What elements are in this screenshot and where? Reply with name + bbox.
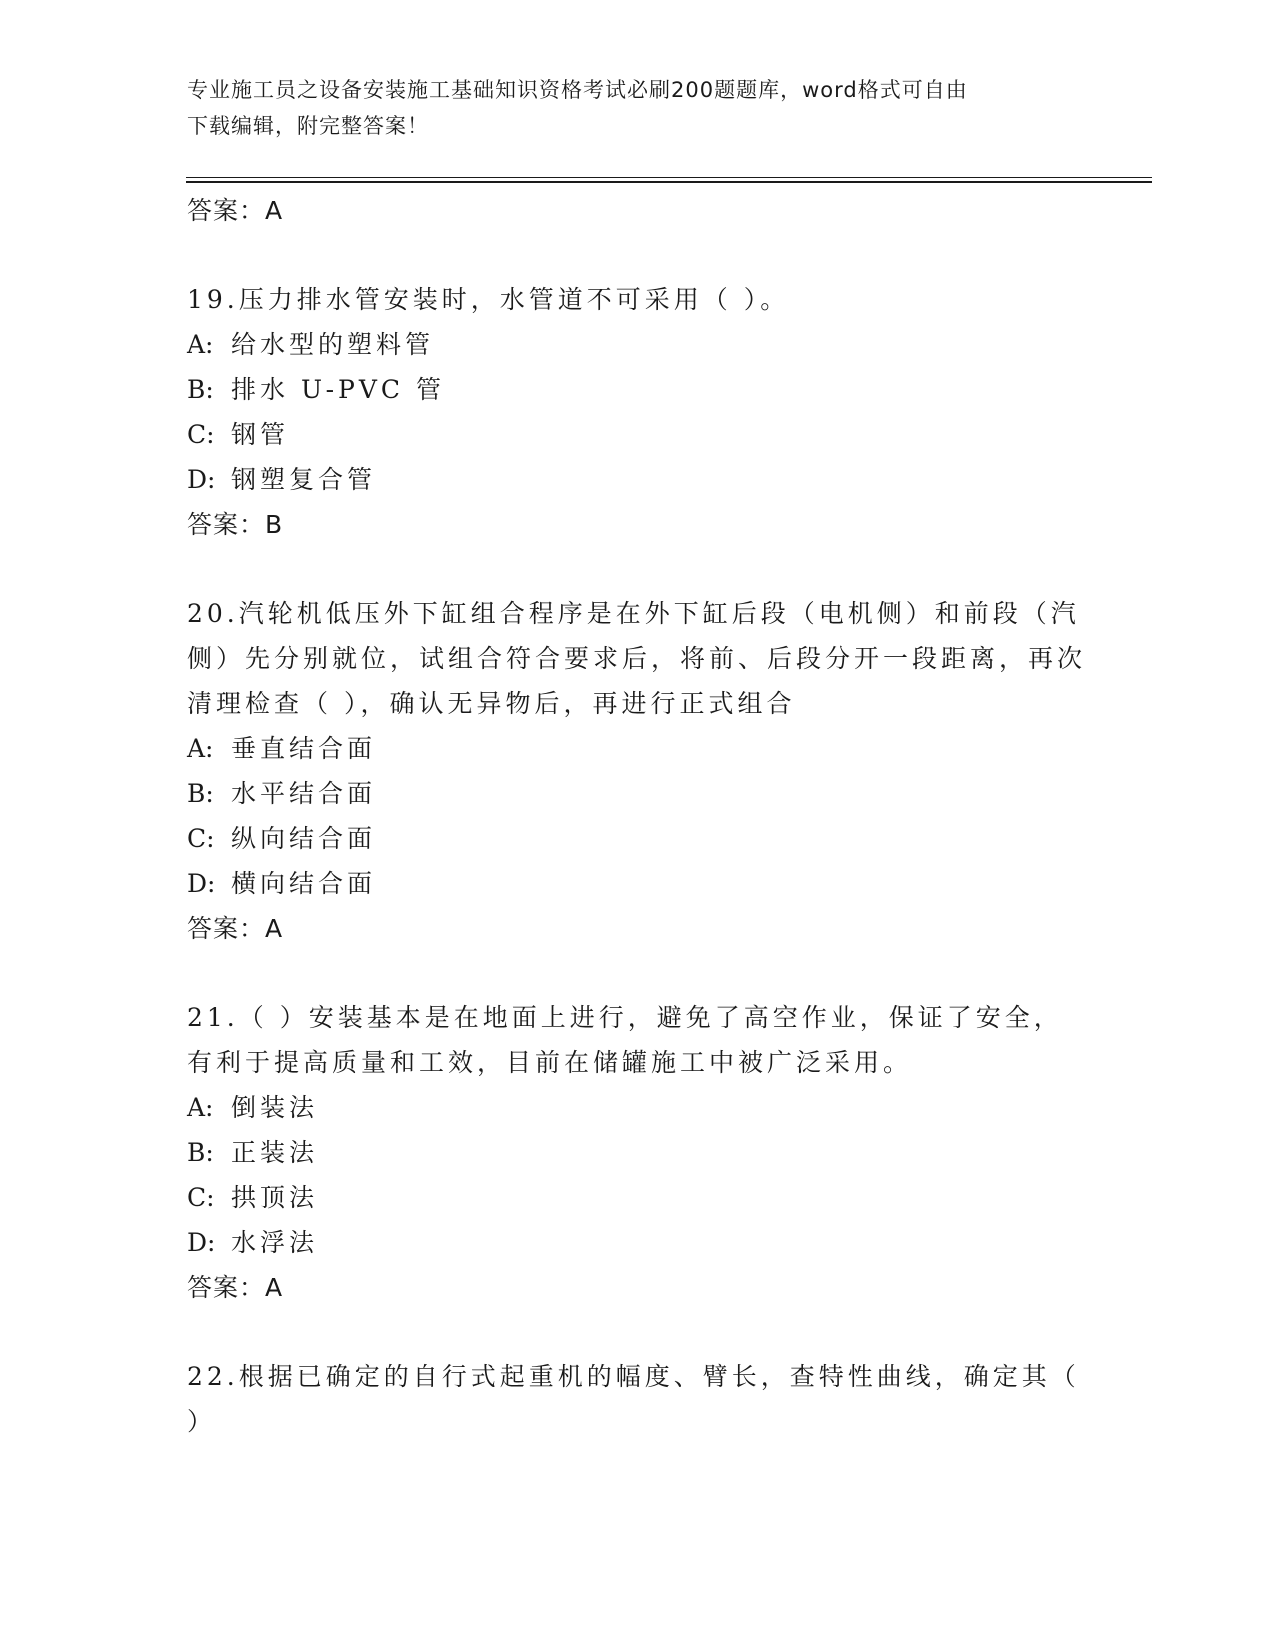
- option-text: 给水型的塑料管: [231, 330, 435, 359]
- option-d: [187, 457, 1087, 502]
- option-a: [187, 726, 1087, 771]
- question-19: [187, 277, 1087, 547]
- header-line-1: 专业施工员之设备安装施工基础知识资格考试必刷200题题库，word格式可自由: [187, 78, 968, 102]
- option-key: B:: [187, 779, 214, 808]
- option-key: C:: [187, 420, 215, 449]
- option-c: [187, 412, 1087, 457]
- question-21: [187, 995, 1087, 1310]
- option-c: [187, 816, 1087, 861]
- question-20: [187, 591, 1087, 951]
- option-b: [187, 367, 1087, 412]
- option-text: 水平结合面: [231, 779, 377, 808]
- option-text: 正装法: [231, 1138, 319, 1167]
- question-text: 22.根据已确定的自行式起重机的幅度、臂长，查特性曲线，确定其（ ）: [187, 1362, 1080, 1436]
- question-list: [187, 188, 1087, 1444]
- option-key: D:: [187, 869, 216, 898]
- header-divider-thin: [186, 177, 1152, 178]
- header-divider-thick: [186, 181, 1152, 183]
- option-c: [187, 1175, 1087, 1220]
- option-text: 纵向结合面: [231, 824, 377, 853]
- option-text: 水浮法: [231, 1228, 319, 1257]
- option-key: B:: [187, 375, 214, 404]
- option-text: 倒装法: [231, 1093, 319, 1122]
- option-d: [187, 1220, 1087, 1265]
- option-key: D:: [187, 1228, 216, 1257]
- header-line-2: 下载编辑，附完整答案！: [187, 114, 429, 138]
- option-a: [187, 1085, 1087, 1130]
- question-22: [187, 1354, 1087, 1444]
- answer-line: 答案：A: [187, 196, 284, 225]
- option-text: 钢管: [231, 420, 290, 449]
- option-key: C:: [187, 824, 215, 853]
- option-key: A:: [187, 1093, 214, 1122]
- option-b: [187, 771, 1087, 816]
- option-key: D:: [187, 465, 216, 494]
- option-text: 拱顶法: [231, 1183, 319, 1212]
- question-text: 20.汽轮机低压外下缸组合程序是在外下缸后段（电机侧）和前段（汽侧）先分别就位，试组合符合要求后，将前、后段分开一段距离，再次清理检查（ ），确认无异物后，再进行正式组合: [187, 599, 1087, 718]
- option-b: [187, 1130, 1087, 1175]
- option-key: B:: [187, 1138, 214, 1167]
- answer-line: 答案：A: [187, 1273, 284, 1302]
- option-text: 钢塑复合管: [231, 465, 377, 494]
- document-header: [187, 72, 1087, 144]
- answer-line: 答案：A: [187, 914, 284, 943]
- option-text: 排水 U-PVC 管: [231, 375, 445, 404]
- option-key: A:: [187, 734, 214, 763]
- option-a: [187, 322, 1087, 367]
- option-d: [187, 861, 1087, 906]
- answer-line: 答案：B: [187, 510, 284, 539]
- option-key: A:: [187, 330, 214, 359]
- option-key: C:: [187, 1183, 215, 1212]
- question-text: 19.压力排水管安装时，水管道不可采用（ ）。: [187, 285, 790, 314]
- option-text: 垂直结合面: [231, 734, 377, 763]
- question-text: 21.（ ）安装基本是在地面上进行，避免了高空作业，保证了安全，有利于提高质量和工效，目前在储罐施工中被广泛采用。: [187, 1003, 1063, 1077]
- option-text: 横向结合面: [231, 869, 377, 898]
